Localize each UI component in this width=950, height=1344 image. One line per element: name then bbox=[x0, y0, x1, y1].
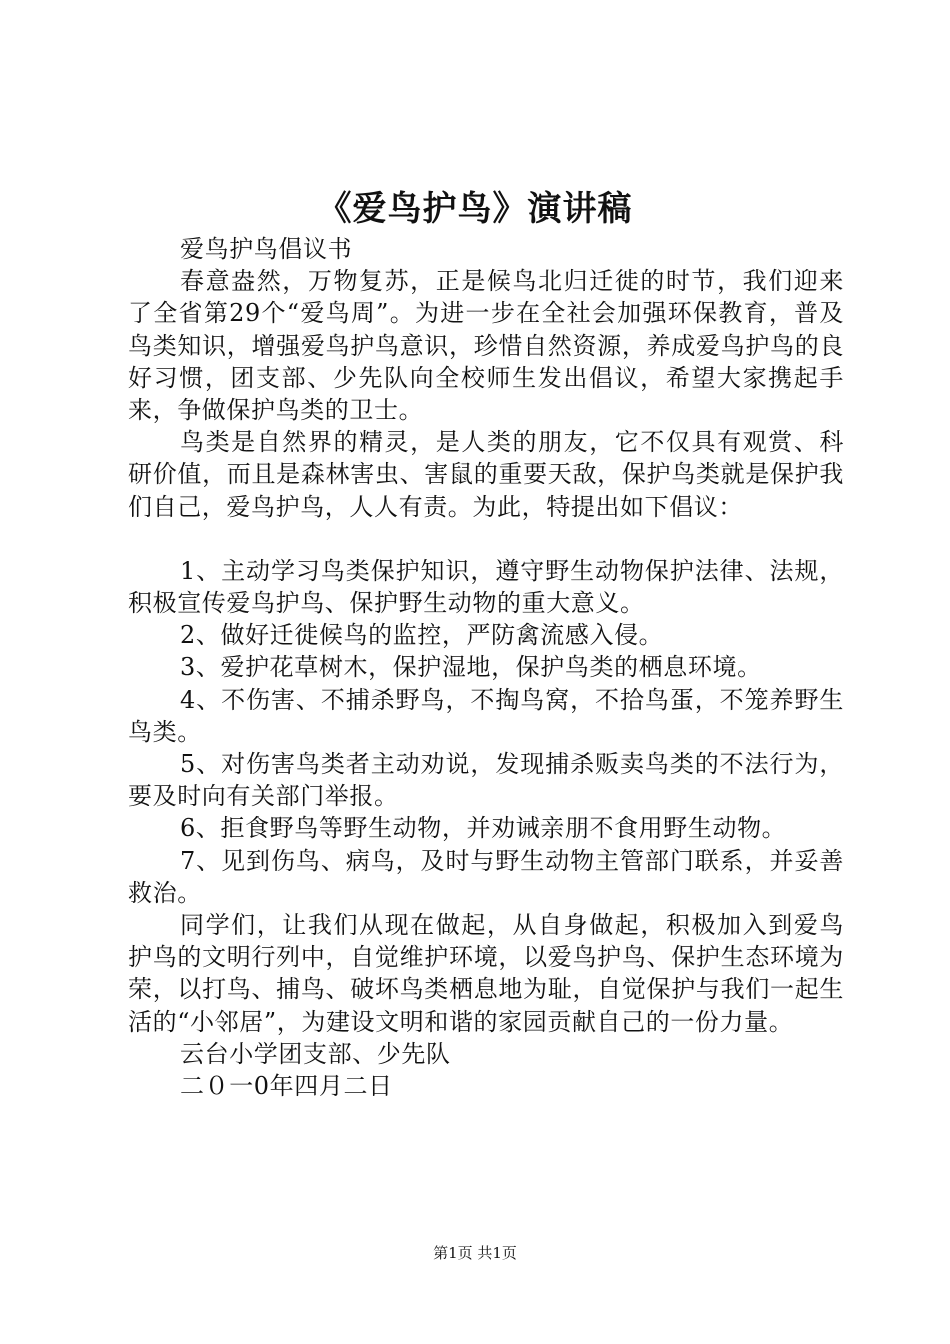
proposal-item-2: 2、做好迁徙候鸟的监控，严防禽流感入侵。 bbox=[180, 621, 664, 650]
proposal-item-4: 4、不伤害、不捕杀野鸟，不掏鸟窝，不拾鸟蛋，不笼养野生鸟类。 bbox=[128, 685, 844, 746]
proposal-item-7: 7、见到伤鸟、病鸟，及时与野生动物主管部门联系，并妥善救治。 bbox=[128, 846, 844, 907]
document-title: 《爱鸟护鸟》演讲稿 bbox=[317, 189, 633, 229]
proposal-heading: 爱鸟护鸟倡议书 bbox=[180, 235, 353, 263]
intro-paragraph: 春意盎然，万物复苏，正是候鸟北归迁徙的时节，我们迎来了全省第29个“爱鸟周”。为进一步在全社会加强环保教育，普及鸟类知识，增强爱鸟护鸟意识，珍惜自然资源，养成爱鸟护鸟的良好习惯，团支部、少先队向全校师生发出倡议，希望大家携起手来，争做保护鸟类的卫士。 bbox=[128, 267, 844, 425]
proposal-item-3: 3、爱护花草树木，保护湿地，保护鸟类的栖息环境。 bbox=[180, 653, 762, 682]
proposal-item-5: 5、对伤害鸟类者主动劝说，发现捕杀贩卖鸟类的不法行为，要及时向有关部门举报。 bbox=[128, 750, 844, 811]
signature-organization: 云台小学团支部、少先队 bbox=[180, 1039, 451, 1068]
proposal-item-1: 1、主动学习鸟类保护知识，遵守野生动物保护法律、法规，积极宣传爱鸟护鸟、保护野生动物的重大意义。 bbox=[128, 556, 844, 618]
proposal-item-6: 6、拒食野鸟等野生动物，并劝诫亲朋不食用野生动物。 bbox=[180, 814, 787, 843]
birds-value-paragraph: 鸟类是自然界的精灵，是人类的朋友，它不仅具有观赏、科研价值，而且是森林害虫、害鼠的重要天敌，保护鸟类就是保护我们自己，爱鸟护鸟，人人有责。为此，特提出如下倡议： bbox=[128, 428, 844, 521]
signature-date: 二０一0年四月二日 bbox=[180, 1072, 393, 1101]
closing-paragraph: 同学们，让我们从现在做起，从自身做起，积极加入到爱鸟护鸟的文明行列中，自觉维护环境，以爱鸟护鸟、保护生态环境为荣，以打鸟、捕鸟、破坏鸟类栖息地为耻，自觉保护与我们一起生活的“小邻居”，为建设文明和谐的家园贡献自己的一份力量。 bbox=[128, 911, 844, 1036]
page-number-footer: 第1页 共1页 bbox=[433, 1244, 517, 1262]
document-body bbox=[128, 233, 844, 1102]
